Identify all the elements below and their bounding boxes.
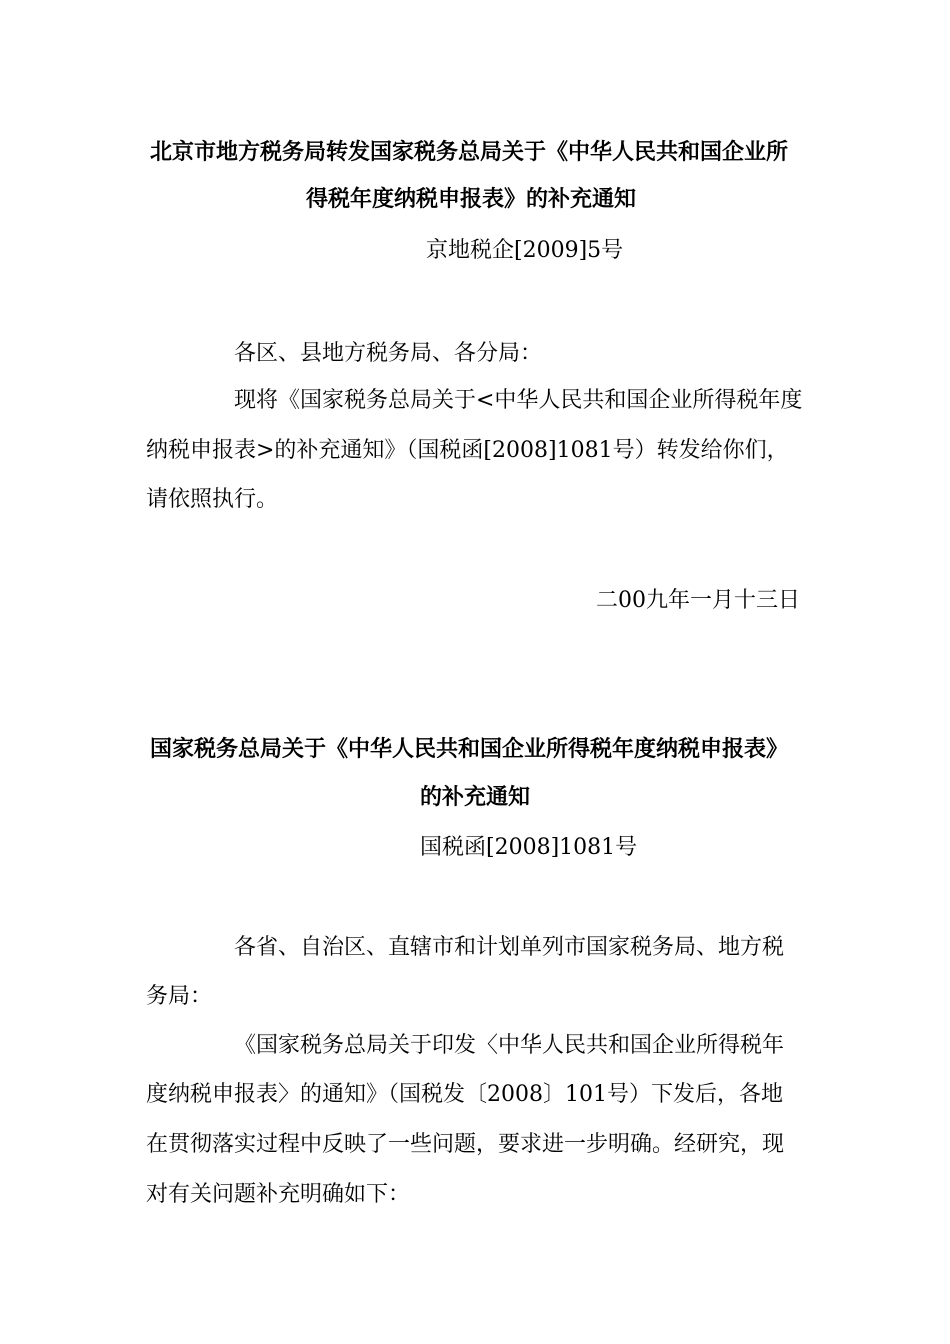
notice1-body-line2: 纳税申报表>的补充通知》（国税函[2008]1081号）转发给你们， xyxy=(146,438,789,463)
notice2-body-line3: 在贯彻落实过程中反映了一些问题，要求进一步明确。经研究，现 xyxy=(146,1132,785,1157)
notice2-body-line4: 对有关问题补充明确如下： xyxy=(146,1182,411,1207)
notice2-body-line1: 《国家税务总局关于印发〈中华人民共和国企业所得税年 xyxy=(234,1033,785,1058)
notice1-doc-number: 京地税企[2009]5号 xyxy=(426,238,624,263)
notice1-title-line2: 得税年度纳税申报表》的补充通知 xyxy=(306,187,637,212)
notice2-salutation-line2: 务局： xyxy=(146,984,213,1009)
notice2-body-line2: 度纳税申报表〉的通知》（国税发〔2008〕101号）下发后，各地 xyxy=(146,1082,783,1107)
notice1-date: 二00九年一月十三日 xyxy=(596,588,800,613)
notice1-title-line1: 北京市地方税务局转发国家税务总局关于《中华人民共和国企业所 xyxy=(150,140,789,165)
notice2-salutation-line1: 各省、自治区、直辖市和计划单列市国家税务局、地方税 xyxy=(234,935,785,960)
notice2-title-line2: 的补充通知 xyxy=(420,785,531,810)
notice2-title-line1: 国家税务总局关于《中华人民共和国企业所得税年度纳税申报表》 xyxy=(150,737,789,762)
notice2-doc-number: 国税函[2008]1081号 xyxy=(420,835,638,860)
notice1-body-line1: 现将《国家税务总局关于<中华人民共和国企业所得税年度 xyxy=(234,388,803,413)
notice1-salutation: 各区、县地方税务局、各分局： xyxy=(234,341,543,366)
notice1-body-line3: 请依照执行。 xyxy=(146,487,279,512)
